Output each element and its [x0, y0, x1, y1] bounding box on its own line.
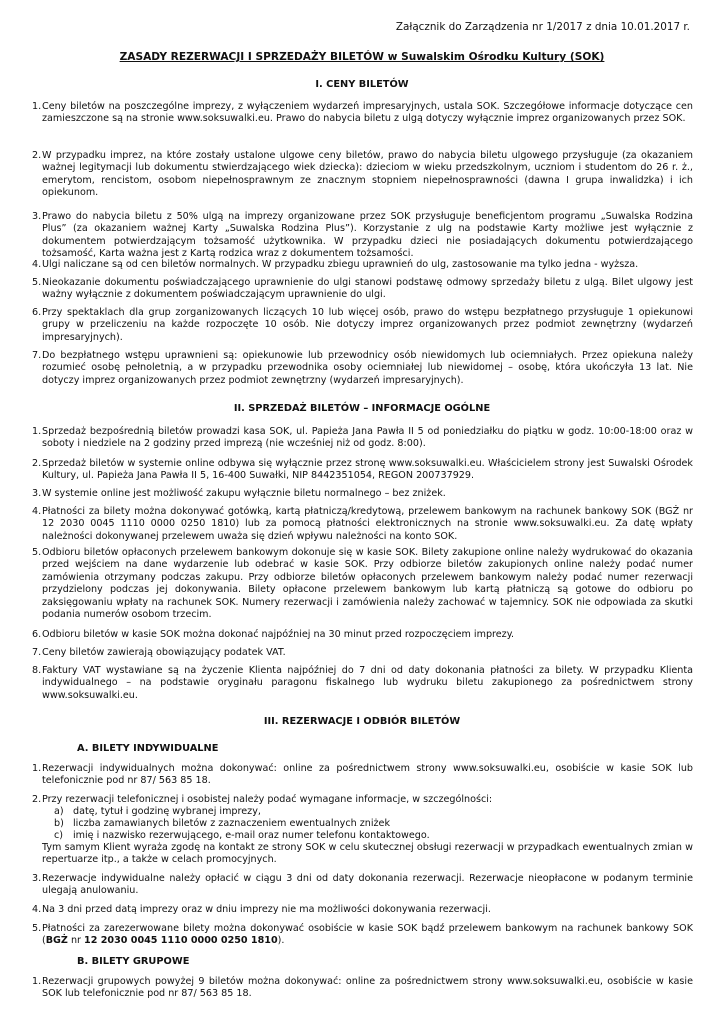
item-text-pre: Płatności za zarezerwowane bilety można dokonywać osobiście w kasie SOK bądź przelewem bankowym na rachunek bankowy SOK ( — [42, 923, 693, 947]
item-number: 6. — [32, 629, 42, 640]
section-2-heading: II. SPRZEDAŻ BILETÓW – INFORMACJE OGÓLNE — [233, 403, 491, 414]
item-text: Odbioru biletów opłaconych przelewem bankowym dokonuje się w kasie SOK. Bilety zakupione online należy wydrukować do okazania przed wejściem na dane wydarzenie lub odebrać w kasie SOK. Przy odbiorze biletów zakupionych online należy podać numer zamówienia otrzymany podczas zakupu. Przy odbiorze biletów opłaconych przelewem bankowym należy podać numer rezerwacji przydzielony podczas jej dokonywania. Bilety opłacone przelewem bankowym lub kartą płatniczą są gotowe do odbioru po zaksięgowaniu wpłaty na rachunek SOK. Numery rezerwacji i zamówienia należy zachować w tajemnicy. SOK nie odpowiada za skutki podania numerów osobom trzecim. — [42, 547, 693, 621]
s2-item-7 — [32, 647, 693, 659]
item-number: 4. — [32, 904, 42, 915]
s2-item-8 — [32, 665, 693, 702]
s1-item-3 — [32, 211, 693, 261]
item-text: Faktury VAT wystawiane są na życzenie Klienta najpóźniej do 7 dni od daty dokonania płatności za bilety. W przypadku Klienta indywidualnego – na podstawie oryginału paragonu fiskalnego lub wydruku biletu zakupionego za pośrednictwem strony www.soksuwalki.eu. — [42, 665, 693, 701]
s2-item-2 — [32, 458, 693, 483]
item-number: 3. — [32, 873, 42, 884]
s3a-item-3 — [32, 873, 693, 898]
item-number: 1. — [32, 426, 42, 437]
s1-item-5 — [32, 277, 693, 302]
bank-name: BGŻ — [45, 935, 68, 947]
s3a-item-1 — [32, 763, 693, 788]
item-text-mid: nr — [67, 935, 85, 947]
subitem-letter: c) — [54, 830, 64, 841]
s1-item-2 — [32, 150, 693, 200]
subsection-b-heading: B. BILETY GRUPOWE — [77, 956, 190, 967]
item-number: 7. — [32, 647, 42, 658]
item-text: Ulgi naliczane są od cen biletów normalnych. W przypadku zbiegu uprawnień do ulg, zastosowanie ma tylko jedna - wyższa. — [42, 259, 639, 270]
s2-item-3 — [32, 488, 693, 500]
item-text: Rezerwacji grupowych powyżej 9 biletów można dokonywać: online za pośrednictwem strony www.soksuwalki.eu, osobiście w kasie SOK lub telefonicznie pod nr 87/ 563 85 18. — [42, 976, 693, 1000]
s3a-item-2 — [32, 794, 693, 806]
item-text: Odbioru biletów w kasie SOK można dokonać najpóźniej na 30 minut przed rozpoczęciem imprezy. — [42, 629, 515, 640]
item-text-post: ). — [277, 935, 285, 947]
item-number: 6. — [32, 307, 42, 318]
item-text: Do bezpłatnego wstępu uprawnieni są: opiekunowie lub przewodnicy osób niewidomych lub ociemniałych. Przez opiekuna należy rozumieć osobę pełnoletnią, a w przypadku przewodnika osoby ociemniałej lub niewidomej – osobę, która ukończyła 13 lat. Nie dotyczy imprez organizowanych przez podmiot zewnętrzny (wydarzeń impresaryjnych). — [42, 350, 693, 386]
item-number: 4. — [32, 506, 42, 517]
subitem-letter: b) — [54, 818, 64, 829]
s3a-subitem-b — [54, 818, 674, 830]
s3a-item-5 — [32, 923, 693, 948]
document-title: ZASADY REZERWACJI I SPRZEDAŻY BILETÓW w Suwalskim Ośrodku Kultury (SOK) — [119, 51, 605, 63]
s3a-item-4 — [32, 904, 693, 916]
s1-item-7 — [32, 350, 693, 387]
item-text: Prawo do nabycia biletu z 50% ulgą na imprezy organizowane przez SOK przysługuje beneficjentom programu „Suwalska Rodzina Plus” (za okazaniem ważnej Karty „Suwalska Rodzina Plus”). Korzystanie z ulg na podstawie Karty możliwe jest wyłącznie z dokumentem potwierdzającym tożsamość użytkownika. W przypadku dzieci nie posiadających dokumentu potwierdzającego tożsamość, Karta ważna jest z Kartą rodzica wraz z dokumentem tożsamości. — [42, 211, 693, 260]
s3a-item-2-continuation: Tym samym Klient wyraża zgodę na kontakt ze strony SOK w celu skutecznej obsługi rezerwacji w przypadkach ewentualnych zmian w repertuarze itp., a także w celach promocyjnych. — [42, 842, 693, 866]
s1-item-4 — [32, 259, 693, 271]
item-text: W przypadku imprez, na które zostały ustalone ulgowe ceny biletów, prawo do nabycia biletu ulgowego przysługuje (za okazaniem ważnej legitymacji lub dokumentu stwierdzającego wiek dziecka): dzieciom w wieku przedszkolnym, uczniom i studentom do 26 r. ż., emerytom, rencistom, osobom niepełnosprawnym ze znacznym stopniem niepełnosprawności (dawna I grupa inwalidzka) i ich opiekunom. — [42, 150, 693, 199]
subitem-text: datę, tytuł i godzinę wybranej imprezy, — [73, 806, 261, 817]
s1-item-6 — [32, 307, 693, 344]
item-text: Płatności za bilety można dokonywać gotówką, kartą płatniczą/kredytową, przelewem bankowym na rachunek bankowy SOK (BGŻ nr 12 2030 0045 1110 0000 0250 1810) lub za pomocą płatności elektronicznych na stronie www.soksuwalki.eu. Za datę wpłaty należności dokonywanej przelewem uważa się dzień wpływu należności na konto SOK. — [42, 506, 693, 542]
item-text: Przy spektaklach dla grup zorganizowanych liczących 10 lub więcej osób, prawo do wstępu bezpłatnego przysługuje 1 opiekunowi grupy w przeliczeniu na każde rozpoczęte 10 osób. Nie dotyczy imprez organizowanych przez podmiot zewnętrzny (wydarzeń impresaryjnych). — [42, 307, 693, 343]
bank-account-number: 12 2030 0045 1110 0000 0250 1810 — [84, 935, 278, 947]
item-text: Sprzedaż biletów w systemie online odbywa się wyłącznie przez stronę www.soksuwalki.eu. Właścicielem strony jest Suwalski Ośrodek Kultury, ul. Papieża Jana Pawła II 5, 16-400 Suwałki, NIP 8442351054, REGON 200737929. — [42, 458, 693, 482]
s3a-subitem-c — [54, 830, 674, 842]
section-1-heading: I. CENY BILETÓW — [315, 79, 409, 90]
s1-item-1 — [32, 101, 693, 126]
s2-item-4 — [32, 506, 693, 543]
item-number: 1. — [32, 763, 42, 774]
item-text: Rezerwacji indywidualnych można dokonywać: online za pośrednictwem strony www.soksuwalki.eu, osobiście w kasie SOK lub telefonicznie pod nr 87/ 563 85 18. — [42, 763, 693, 787]
item-text — [42, 923, 693, 948]
subitem-letter: a) — [54, 806, 64, 817]
item-text: Na 3 dni przed datą imprezy oraz w dniu imprezy nie ma możliwości dokonywania rezerwacji. — [42, 904, 491, 915]
item-number: 5. — [32, 277, 42, 288]
s3a-subitem-a — [54, 806, 674, 818]
item-text: Ceny biletów zawierają obowiązujący podatek VAT. — [42, 647, 286, 658]
item-number: 1. — [32, 976, 42, 987]
s2-item-6 — [32, 629, 693, 641]
item-number: 2. — [32, 794, 42, 805]
item-number: 1. — [32, 101, 42, 112]
item-number: 2. — [32, 458, 42, 469]
item-number: 2. — [32, 150, 42, 161]
item-number: 5. — [32, 923, 42, 934]
item-number: 8. — [32, 665, 42, 676]
item-number: 7. — [32, 350, 42, 361]
annex-note: Załącznik do Zarządzenia nr 1/2017 z dnia 10.01.2017 r. — [395, 21, 690, 33]
section-3-heading: III. REZERWACJE I ODBIÓR BILETÓW — [263, 716, 461, 727]
item-text: Przy rezerwacji telefonicznej i osobistej należy podać wymagane informacje, w szczególności: — [42, 794, 493, 805]
item-text: Nieokazanie dokumentu poświadczającego uprawnienie do ulgi stanowi podstawę odmowy sprzedaży biletu z ulgą. Bilet ulgowy jest ważny wyłącznie z dokumentem poświadczającym uprawnienie do ulgi. — [42, 277, 693, 301]
item-text: W systemie online jest możliwość zakupu wyłącznie biletu normalnego – bez zniżek. — [42, 488, 446, 499]
item-text: Sprzedaż bezpośrednią biletów prowadzi kasa SOK, ul. Papieża Jana Pawła II 5 od poniedziałku do piątku w godz. 10:00-18:00 oraz w soboty i niedziele na 2 godziny przed imprezą (nie wcześniej niż od godz. 8:00). — [42, 426, 693, 450]
item-text: Ceny biletów na poszczególne imprezy, z wyłączeniem wydarzeń impresaryjnych, ustala SOK. Szczegółowe informacje dotyczące cen zamieszczone są na stronie www.soksuwalki.eu. Prawo do nabycia biletu z ulgą dotyczy wyłącznie imprez organizowanych przez SOK. — [42, 101, 693, 125]
item-number: 4. — [32, 259, 42, 270]
item-text: Rezerwacje indywidualne należy opłacić w ciągu 3 dni od daty dokonania rezerwacji. Rezerwacje nieopłacone w podanym terminie ulegają anulowaniu. — [42, 873, 693, 897]
subitem-text: imię i nazwisko rezerwującego, e-mail oraz numer telefonu kontaktowego. — [73, 830, 430, 841]
s3b-item-1 — [32, 976, 693, 1001]
subsection-a-heading: A. BILETY INDYWIDUALNE — [77, 743, 219, 754]
item-number: 3. — [32, 488, 42, 499]
s2-item-5 — [32, 547, 693, 621]
item-number: 5. — [32, 547, 42, 558]
item-number: 3. — [32, 211, 42, 222]
s2-item-1 — [32, 426, 693, 451]
subitem-text: liczba zamawianych biletów z zaznaczeniem ewentualnych zniżek — [73, 818, 391, 829]
